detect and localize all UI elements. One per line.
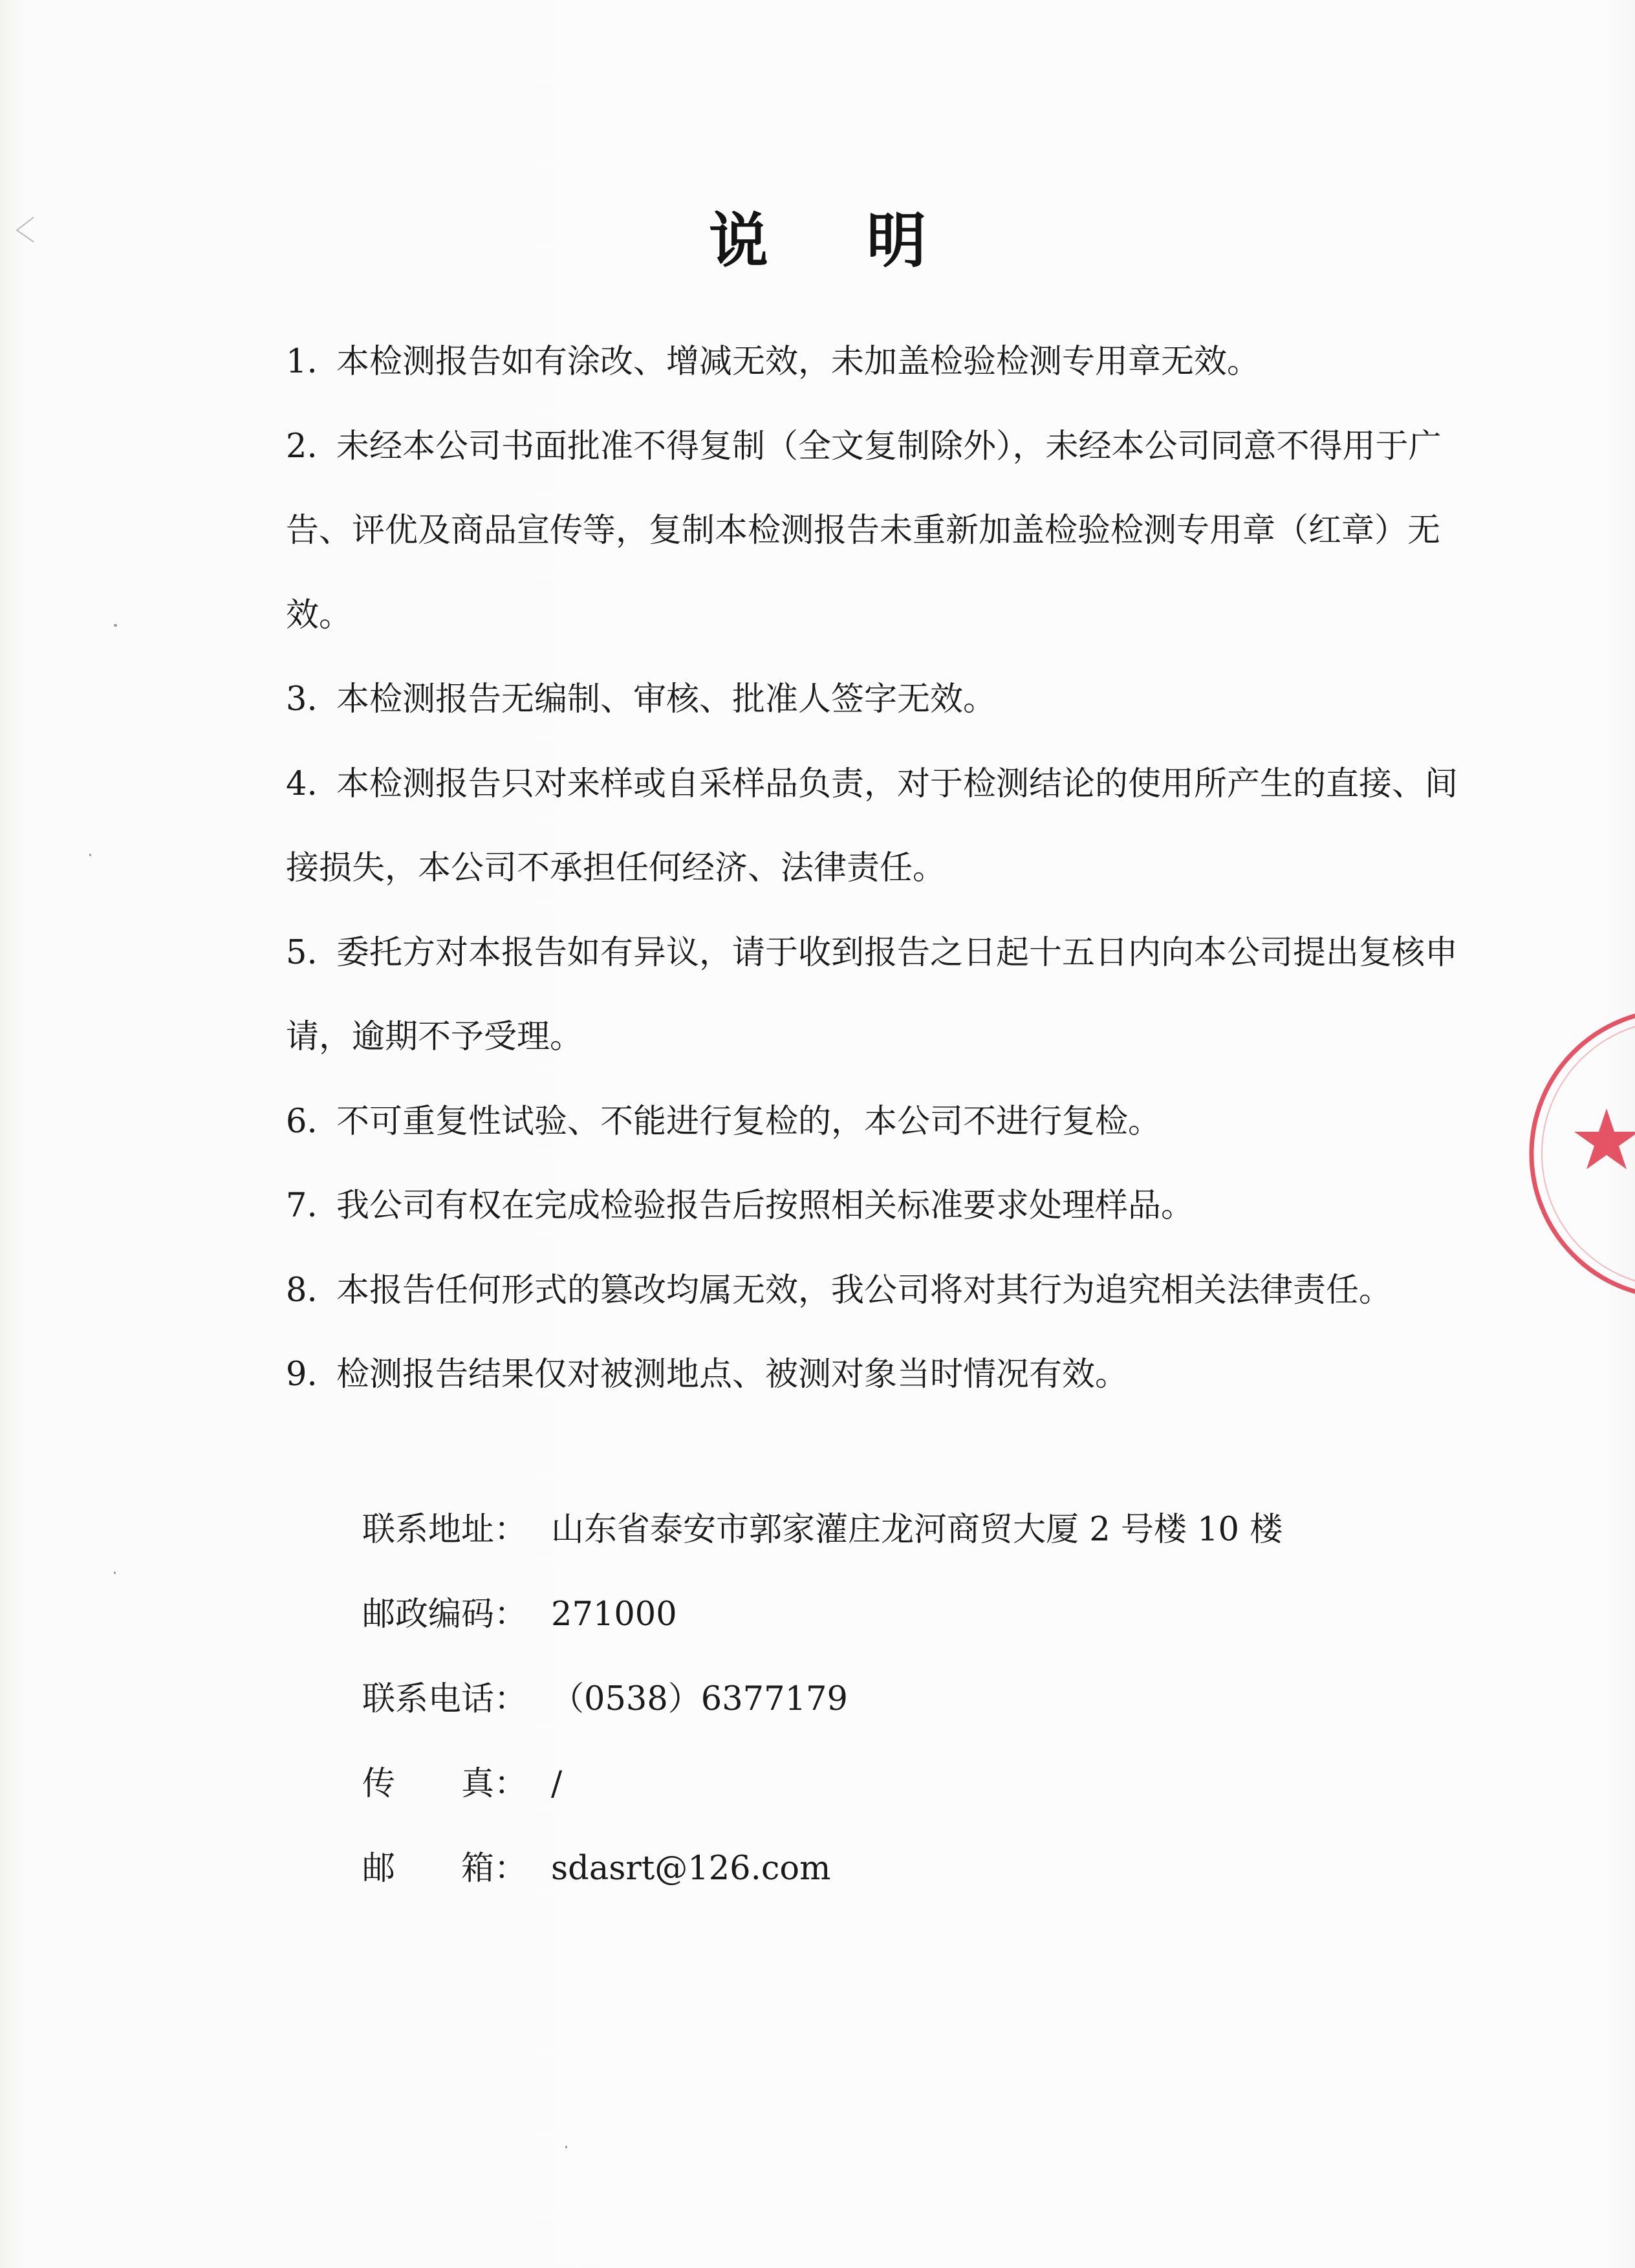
contact-email-row [362, 1826, 1283, 1911]
note-item-4 [286, 742, 1469, 911]
postcode-label: 邮政编码： [362, 1595, 528, 1634]
note-text: 委托方对本报告如有异议，请于收到报告之日起十五日内向本公司提出复核申请，逾期不予受理。 [286, 933, 1458, 1056]
scan-speck [89, 854, 91, 856]
note-text: 检测报告结果仅对被测地点、被测对象当时情况有效。 [336, 1355, 1129, 1394]
note-number: 7. [286, 1187, 318, 1225]
note-text: 本检测报告只对来样或自采样品负责，对于检测结论的使用所产生的直接、间接损失，本公司不承担任何经济、法律责任。 [286, 764, 1458, 887]
note-text: 不可重复性试验、不能进行复检的，本公司不进行复检。 [336, 1102, 1162, 1141]
contact-info [362, 1487, 1283, 1911]
note-number: 2. [286, 427, 318, 466]
note-text: 本报告任何形式的篡改均属无效，我公司将对其行为追究相关法律责任。 [336, 1271, 1392, 1310]
page-title: 说 明 [708, 206, 966, 275]
note-item-8 [286, 1249, 1469, 1334]
note-number: 9. [286, 1355, 318, 1394]
star-icon [1574, 1108, 1635, 1169]
address-label: 联系地址： [362, 1511, 528, 1549]
note-item-2 [286, 405, 1469, 658]
fax-label: 传 真： [362, 1765, 528, 1803]
note-item-9 [286, 1333, 1469, 1418]
note-number: 8. [286, 1271, 318, 1310]
postcode-value: 271000 [551, 1595, 677, 1634]
contact-address-row [362, 1487, 1283, 1572]
note-number: 6. [286, 1102, 318, 1141]
fax-value: / [551, 1765, 563, 1803]
contact-phone-row [362, 1657, 1283, 1742]
red-seal-stamp [1521, 993, 1635, 1317]
scan-speck [114, 624, 117, 627]
contact-postcode-row [362, 1572, 1283, 1657]
phone-label: 联系电话： [362, 1680, 528, 1718]
scan-speck [114, 1571, 116, 1574]
note-item-7 [286, 1164, 1469, 1249]
phone-value: （0538）6377179 [551, 1680, 848, 1718]
notes-list [286, 320, 1469, 1418]
note-number: 5. [286, 933, 318, 972]
address-value: 山东省泰安市郭家灌庄龙河商贸大厦 2 号楼 10 楼 [551, 1511, 1283, 1549]
note-item-6 [286, 1080, 1469, 1165]
email-value: sdasrt@126.com [551, 1850, 831, 1888]
note-number: 3. [286, 680, 318, 718]
email-label: 邮 箱： [362, 1850, 528, 1888]
note-number: 1. [286, 343, 318, 381]
scan-speck [565, 2146, 567, 2148]
note-text: 我公司有权在完成检验报告后按照相关标准要求处理样品。 [336, 1187, 1195, 1225]
note-text: 未经本公司书面批准不得复制（全文复制除外），未经本公司同意不得用于广告、评优及商品宣传等，复制本检测报告未重新加盖检验检测专用章（红章）无效。 [286, 427, 1442, 634]
note-text: 本检测报告无编制、审核、批准人签字无效。 [336, 680, 997, 718]
contact-fax-row [362, 1742, 1283, 1826]
note-number: 4. [286, 764, 318, 803]
note-item-3 [286, 658, 1469, 742]
note-item-1 [286, 320, 1469, 405]
note-item-5 [286, 911, 1469, 1080]
note-text: 本检测报告如有涂改、增减无效，未加盖检验检测专用章无效。 [336, 343, 1261, 381]
